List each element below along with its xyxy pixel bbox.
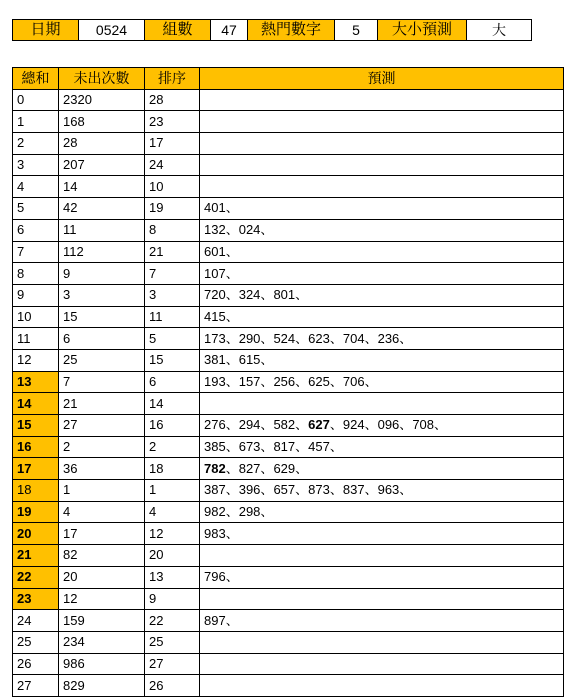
- prediction-separator: 、: [295, 439, 309, 455]
- table-row: [13, 653, 564, 675]
- sum-cell: 27: [13, 675, 59, 697]
- prediction-number: 801: [273, 287, 296, 303]
- prediction-cell: [200, 154, 564, 176]
- size-prediction-label: 大小預測: [378, 20, 467, 41]
- table-row: [13, 631, 564, 653]
- table-row: [13, 480, 564, 502]
- missed-count-cell: 20: [59, 566, 145, 588]
- prediction-number: 817: [273, 439, 296, 455]
- prediction-number: 401: [204, 200, 226, 216]
- missed-count-cell: 12: [59, 588, 145, 610]
- prediction-cell: [200, 328, 564, 350]
- prediction-separator: 、: [329, 417, 343, 433]
- table-row: [13, 523, 564, 545]
- rank-cell: 17: [145, 133, 200, 155]
- sum-cell: 17: [13, 458, 59, 480]
- sum-cell: 15: [13, 415, 59, 437]
- missed-count-cell: 42: [59, 198, 145, 220]
- table-body: [13, 89, 564, 696]
- prediction-separator: 、: [225, 525, 239, 541]
- rank-cell: 6: [145, 371, 200, 393]
- sum-cell: 24: [13, 610, 59, 632]
- table-row: [13, 176, 564, 198]
- prediction-number: 837: [342, 482, 365, 498]
- prediction-number: 385: [204, 439, 226, 455]
- prediction-number: 924: [342, 417, 365, 433]
- sum-cell: 12: [13, 349, 59, 371]
- table-row: [13, 111, 564, 133]
- prediction-table: [12, 67, 564, 697]
- rank-cell: 7: [145, 263, 200, 285]
- prediction-number: 897: [204, 612, 226, 628]
- prediction-separator: 、: [260, 504, 274, 520]
- prediction-cell: [200, 241, 564, 263]
- prediction-cell: [200, 89, 564, 111]
- prediction-separator: 、: [434, 417, 448, 433]
- table-row: [13, 241, 564, 263]
- prediction-separator: 、: [260, 460, 274, 476]
- prediction-number: 615: [238, 352, 261, 368]
- date-value: 0524: [79, 20, 145, 41]
- column-header-prediction: 預測: [200, 68, 564, 90]
- prediction-number: 415: [204, 308, 226, 324]
- rank-cell: 25: [145, 631, 200, 653]
- missed-count-cell: 17: [59, 523, 145, 545]
- table-row: [13, 436, 564, 458]
- rank-cell: 21: [145, 241, 200, 263]
- sum-cell: 5: [13, 198, 59, 220]
- prediction-separator: 、: [260, 352, 274, 368]
- prediction-number: 387: [204, 482, 226, 498]
- rank-cell: 19: [145, 198, 200, 220]
- sum-cell: 16: [13, 436, 59, 458]
- prediction-cell: [200, 415, 564, 437]
- prediction-number: 657: [273, 482, 296, 498]
- sum-cell: 18: [13, 480, 59, 502]
- prediction-separator: 、: [364, 417, 378, 433]
- sum-cell: 21: [13, 545, 59, 567]
- prediction-number: 294: [238, 417, 261, 433]
- missed-count-cell: 27: [59, 415, 145, 437]
- sum-cell: 11: [13, 328, 59, 350]
- prediction-separator: 、: [260, 439, 274, 455]
- prediction-separator: 、: [225, 222, 239, 238]
- prediction-cell: [200, 458, 564, 480]
- rank-cell: 4: [145, 501, 200, 523]
- rank-cell: 5: [145, 328, 200, 350]
- prediction-separator: 、: [225, 504, 239, 520]
- rank-cell: 15: [145, 349, 200, 371]
- prediction-number: 629: [273, 460, 296, 476]
- prediction-number: 324: [238, 287, 261, 303]
- missed-count-cell: 9: [59, 263, 145, 285]
- header-strip: [12, 19, 532, 41]
- table-row: [13, 198, 564, 220]
- prediction-separator: 、: [225, 352, 239, 368]
- prediction-separator: 、: [329, 482, 343, 498]
- prediction-separator: 、: [329, 373, 343, 389]
- rank-cell: 28: [145, 89, 200, 111]
- prediction-number: 396: [238, 482, 261, 498]
- table-row: [13, 219, 564, 241]
- table-row: [13, 501, 564, 523]
- rank-cell: 26: [145, 675, 200, 697]
- prediction-cell: [200, 480, 564, 502]
- table-header-row: [13, 68, 564, 90]
- prediction-number: 457: [308, 439, 330, 455]
- prediction-cell: [200, 610, 564, 632]
- prediction-cell: [200, 523, 564, 545]
- table-row: [13, 89, 564, 111]
- prediction-number: 982: [204, 504, 226, 520]
- prediction-number: 706: [342, 373, 365, 389]
- rank-cell: 22: [145, 610, 200, 632]
- table-row: [13, 284, 564, 306]
- prediction-cell: [200, 198, 564, 220]
- rank-cell: 20: [145, 545, 200, 567]
- missed-count-cell: 15: [59, 306, 145, 328]
- prediction-cell: [200, 566, 564, 588]
- missed-count-cell: 25: [59, 349, 145, 371]
- groups-value: 47: [211, 20, 248, 41]
- rank-cell: 16: [145, 415, 200, 437]
- prediction-separator: 、: [225, 612, 239, 628]
- prediction-separator: 、: [399, 482, 413, 498]
- prediction-number: 173: [204, 330, 226, 346]
- table-row: [13, 588, 564, 610]
- prediction-separator: 、: [225, 200, 239, 216]
- prediction-cell: [200, 176, 564, 198]
- sum-cell: 25: [13, 631, 59, 653]
- prediction-number: 132: [204, 222, 226, 238]
- prediction-separator: 、: [225, 330, 239, 346]
- missed-count-cell: 6: [59, 328, 145, 350]
- column-header-sum: 總和: [13, 68, 59, 90]
- prediction-separator: 、: [225, 308, 239, 324]
- prediction-separator: 、: [295, 460, 309, 476]
- prediction-number: 708: [412, 417, 435, 433]
- sum-cell: 10: [13, 306, 59, 328]
- prediction-number: 601: [204, 243, 226, 259]
- missed-count-cell: 1: [59, 480, 145, 502]
- table-row: [13, 610, 564, 632]
- prediction-separator: 、: [225, 439, 239, 455]
- prediction-cell: [200, 133, 564, 155]
- prediction-separator: 、: [225, 265, 239, 281]
- table-row: [13, 154, 564, 176]
- size-prediction-value: 大: [467, 20, 532, 41]
- prediction-cell: [200, 284, 564, 306]
- prediction-number: 276: [204, 417, 226, 433]
- sum-cell: 26: [13, 653, 59, 675]
- prediction-separator: 、: [225, 243, 239, 259]
- prediction-number: 704: [342, 330, 365, 346]
- missed-count-cell: 234: [59, 631, 145, 653]
- hot-number-label: 熱門數字: [248, 20, 335, 41]
- table-row: [13, 371, 564, 393]
- prediction-separator: 、: [295, 287, 309, 303]
- prediction-separator: 、: [260, 417, 274, 433]
- table-row: [13, 415, 564, 437]
- table-row: [13, 306, 564, 328]
- sum-cell: 0: [13, 89, 59, 111]
- groups-label: 組數: [145, 20, 211, 41]
- missed-count-cell: 3: [59, 284, 145, 306]
- missed-count-cell: 36: [59, 458, 145, 480]
- sum-cell: 2: [13, 133, 59, 155]
- rank-cell: 1: [145, 480, 200, 502]
- prediction-separator: 、: [399, 330, 413, 346]
- table-row: [13, 545, 564, 567]
- prediction-cell: [200, 588, 564, 610]
- missed-count-cell: 2: [59, 436, 145, 458]
- prediction-number: 524: [273, 330, 296, 346]
- prediction-number: 290: [238, 330, 261, 346]
- missed-count-cell: 207: [59, 154, 145, 176]
- sum-cell: 19: [13, 501, 59, 523]
- table-row: [13, 566, 564, 588]
- missed-count-cell: 11: [59, 219, 145, 241]
- prediction-number: 256: [273, 373, 296, 389]
- rank-cell: 8: [145, 219, 200, 241]
- prediction-number: 873: [308, 482, 330, 498]
- rank-cell: 10: [145, 176, 200, 198]
- prediction-cell: [200, 371, 564, 393]
- prediction-number: 582: [273, 417, 296, 433]
- prediction-separator: 、: [364, 330, 378, 346]
- prediction-separator: 、: [295, 482, 309, 498]
- prediction-cell: [200, 111, 564, 133]
- prediction-cell: [200, 675, 564, 697]
- prediction-separator: 、: [364, 482, 378, 498]
- sum-cell: 3: [13, 154, 59, 176]
- prediction-separator: 、: [260, 222, 274, 238]
- sum-cell: 23: [13, 588, 59, 610]
- missed-count-cell: 4: [59, 501, 145, 523]
- prediction-separator: 、: [260, 287, 274, 303]
- missed-count-cell: 829: [59, 675, 145, 697]
- prediction-number: 720: [204, 287, 226, 303]
- prediction-separator: 、: [329, 439, 343, 455]
- sum-cell: 7: [13, 241, 59, 263]
- prediction-separator: 、: [225, 460, 239, 476]
- prediction-number: 298: [238, 504, 261, 520]
- rank-cell: 12: [145, 523, 200, 545]
- table-row: [13, 133, 564, 155]
- prediction-separator: 、: [399, 417, 413, 433]
- prediction-cell: [200, 501, 564, 523]
- table-row: [13, 675, 564, 697]
- table-row: [13, 328, 564, 350]
- prediction-number: 193: [204, 373, 226, 389]
- prediction-number: 983: [204, 525, 226, 541]
- prediction-number: 796: [204, 569, 226, 585]
- prediction-separator: 、: [295, 373, 309, 389]
- missed-count-cell: 82: [59, 545, 145, 567]
- prediction-cell: [200, 349, 564, 371]
- column-header-rank: 排序: [145, 68, 200, 90]
- rank-cell: 14: [145, 393, 200, 415]
- prediction-number: 963: [377, 482, 400, 498]
- missed-count-cell: 2320: [59, 89, 145, 111]
- prediction-separator: 、: [295, 417, 309, 433]
- rank-cell: 3: [145, 284, 200, 306]
- missed-count-cell: 168: [59, 111, 145, 133]
- prediction-separator: 、: [295, 330, 309, 346]
- rank-cell: 9: [145, 588, 200, 610]
- rank-cell: 2: [145, 436, 200, 458]
- rank-cell: 24: [145, 154, 200, 176]
- rank-cell: 13: [145, 566, 200, 588]
- missed-count-cell: 986: [59, 653, 145, 675]
- sum-cell: 20: [13, 523, 59, 545]
- prediction-separator: 、: [329, 330, 343, 346]
- prediction-separator: 、: [260, 330, 274, 346]
- table-row: [13, 393, 564, 415]
- sum-cell: 4: [13, 176, 59, 198]
- prediction-cell: [200, 436, 564, 458]
- prediction-number: 623: [308, 330, 330, 346]
- prediction-separator: 、: [225, 482, 239, 498]
- prediction-separator: 、: [225, 569, 239, 585]
- missed-count-cell: 7: [59, 371, 145, 393]
- sum-cell: 14: [13, 393, 59, 415]
- sum-cell: 22: [13, 566, 59, 588]
- prediction-cell: [200, 219, 564, 241]
- prediction-separator: 、: [364, 373, 378, 389]
- prediction-number: 627: [308, 417, 330, 433]
- missed-count-cell: 28: [59, 133, 145, 155]
- prediction-cell: [200, 545, 564, 567]
- missed-count-cell: 14: [59, 176, 145, 198]
- hot-number-value: 5: [335, 20, 378, 41]
- missed-count-cell: 21: [59, 393, 145, 415]
- prediction-cell: [200, 263, 564, 285]
- prediction-number: 827: [238, 460, 261, 476]
- prediction-number: 673: [238, 439, 261, 455]
- prediction-number: 096: [377, 417, 400, 433]
- prediction-number: 625: [308, 373, 330, 389]
- missed-count-cell: 112: [59, 241, 145, 263]
- prediction-separator: 、: [225, 287, 239, 303]
- table-row: [13, 263, 564, 285]
- sum-cell: 6: [13, 219, 59, 241]
- prediction-separator: 、: [225, 373, 239, 389]
- sum-cell: 1: [13, 111, 59, 133]
- sum-cell: 8: [13, 263, 59, 285]
- prediction-number: 381: [204, 352, 226, 368]
- prediction-cell: [200, 393, 564, 415]
- rank-cell: 11: [145, 306, 200, 328]
- rank-cell: 27: [145, 653, 200, 675]
- prediction-number: 782: [204, 460, 226, 476]
- table-row: [13, 458, 564, 480]
- prediction-separator: 、: [260, 482, 274, 498]
- table-row: [13, 349, 564, 371]
- sum-cell: 9: [13, 284, 59, 306]
- prediction-number: 024: [238, 222, 261, 238]
- date-label: 日期: [13, 20, 79, 41]
- prediction-separator: 、: [225, 417, 239, 433]
- missed-count-cell: 159: [59, 610, 145, 632]
- prediction-cell: [200, 631, 564, 653]
- prediction-separator: 、: [260, 373, 274, 389]
- prediction-number: 157: [238, 373, 261, 389]
- prediction-number: 236: [377, 330, 400, 346]
- prediction-cell: [200, 306, 564, 328]
- prediction-number: 107: [204, 265, 226, 281]
- sum-cell: 13: [13, 371, 59, 393]
- column-header-missed-count: 未出次數: [59, 68, 145, 90]
- rank-cell: 18: [145, 458, 200, 480]
- rank-cell: 23: [145, 111, 200, 133]
- prediction-cell: [200, 653, 564, 675]
